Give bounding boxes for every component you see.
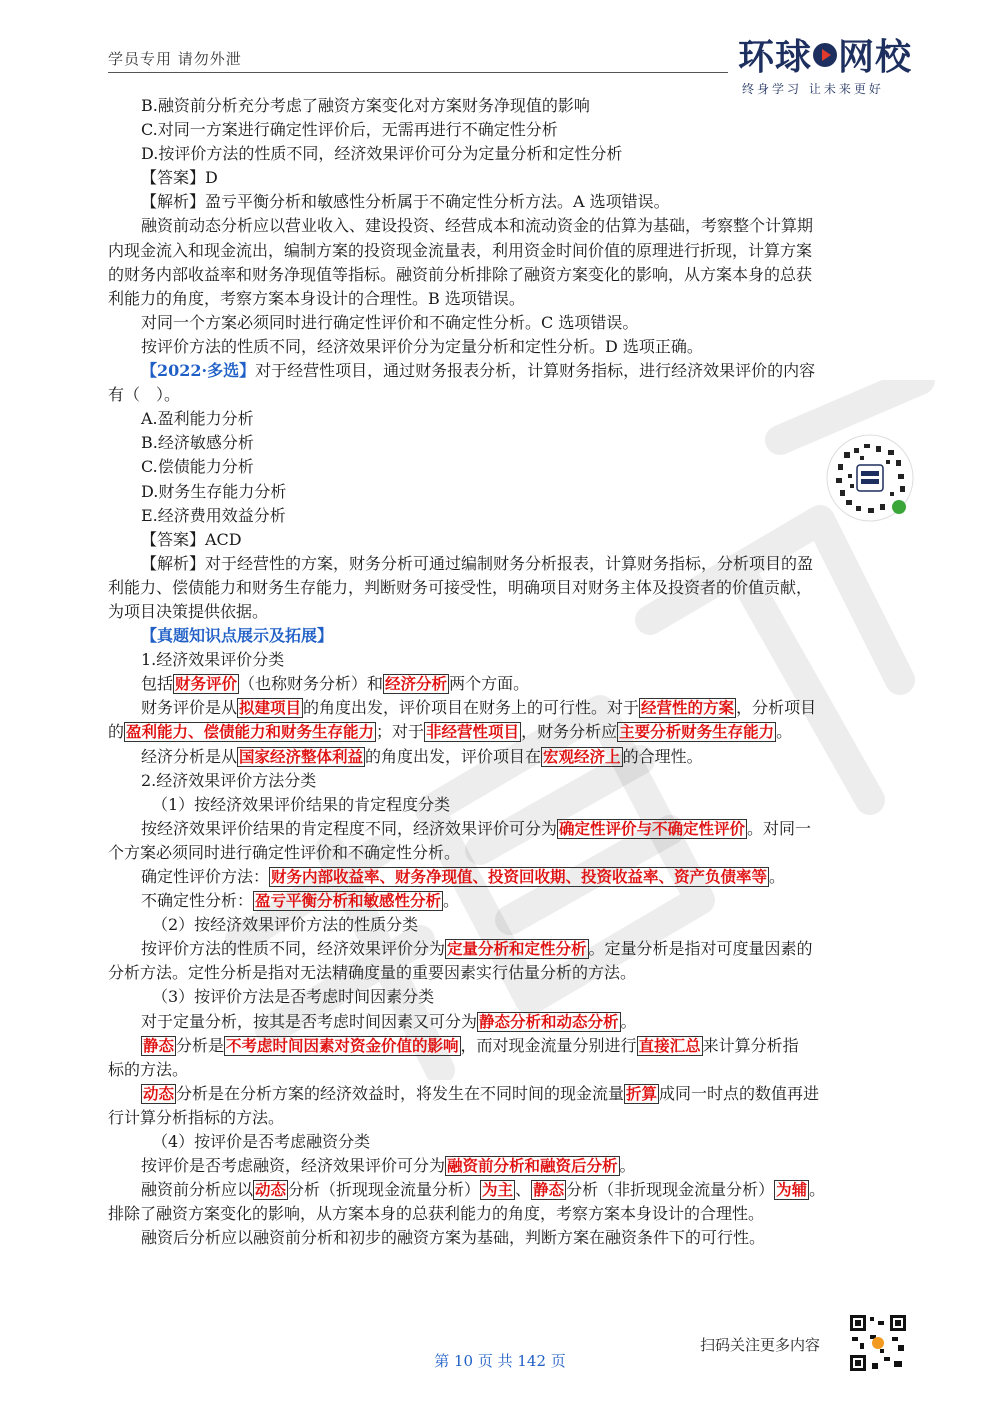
text-line bbox=[108, 1154, 914, 1178]
text-segment: 【解析】对于经营性的方案，财务分析可通过编制财务分析报表，计算财务指标，分析项目的盈 bbox=[141, 553, 814, 573]
text-segment: 经济分析是从 bbox=[141, 746, 238, 766]
text-segment: 。 bbox=[776, 722, 793, 742]
text-line bbox=[108, 648, 914, 672]
highlighted-keyword: 经营性的方案 bbox=[641, 699, 735, 718]
text-segment: A.盈利能力分析 bbox=[141, 409, 254, 429]
highlighted-keyword: 静态 bbox=[533, 1181, 565, 1200]
text-segment: 个方案必须同时进行确定性评价和不确定性分析。 bbox=[108, 842, 461, 862]
text-segment: 的角度出发，评价项目在 bbox=[365, 746, 542, 766]
text-segment: 1.经济效果评价分类 bbox=[141, 650, 285, 670]
text-segment: 对于定量分析，按其是否考虑时间因素又可分为 bbox=[141, 1011, 478, 1031]
text-segment: 按评价方法的性质不同，经济效果评价分为 bbox=[141, 939, 446, 959]
text-line bbox=[108, 455, 914, 479]
text-segment: 2.经济效果评价方法分类 bbox=[141, 770, 317, 790]
text-segment: 行计算分析指标的方法。 bbox=[108, 1107, 285, 1127]
text-segment: 的合理性。 bbox=[622, 746, 703, 766]
text-line bbox=[108, 1034, 914, 1058]
text-segment: （3）按评价方法是否考虑时间因素分类 bbox=[152, 987, 435, 1007]
highlighted-keyword: 定量分析和定性分析 bbox=[447, 940, 587, 959]
text-segment: （也称财务分析）和 bbox=[239, 674, 384, 694]
text-line bbox=[108, 841, 914, 865]
logo-slogan: 终身学习 让未来更好 bbox=[742, 82, 884, 96]
text-line bbox=[108, 335, 914, 359]
logo-text-part2: 网校 bbox=[838, 37, 913, 78]
highlighted-keyword: 折算 bbox=[626, 1084, 658, 1103]
text-line bbox=[108, 696, 914, 720]
text-segment: B.经济敏感分析 bbox=[141, 433, 254, 453]
text-segment: 分析（非折现现金流量分析） bbox=[566, 1180, 775, 1200]
text-line bbox=[108, 552, 914, 576]
text-segment: 排除了融资方案变化的影响，从方案本身的总获利能力的角度，考察方案本身设计的合理性。 bbox=[108, 1204, 765, 1224]
text-line bbox=[108, 937, 914, 961]
text-segment: （2）按经济效果评价方法的性质分类 bbox=[152, 915, 419, 935]
text-line bbox=[108, 118, 914, 142]
text-segment: 有（ ）。 bbox=[108, 385, 181, 405]
text-line bbox=[108, 1178, 914, 1202]
highlighted-keyword: 主要分析财务生存能力 bbox=[619, 723, 775, 742]
text-segment: 。定量分析是指对可度量因素的 bbox=[588, 939, 813, 959]
highlighted-keyword: 动态 bbox=[255, 1181, 287, 1200]
text-segment: 为项目决策提供依据。 bbox=[108, 601, 269, 621]
highlighted-keyword: 动态 bbox=[143, 1084, 175, 1103]
play-icon bbox=[813, 43, 837, 67]
text-segment: ；对于 bbox=[376, 722, 425, 742]
text-segment: 分析（折现现金流量分析） bbox=[288, 1180, 481, 1200]
text-segment: B.融资前分析充分考虑了融资方案变化对方案财务净现值的影响 bbox=[141, 96, 590, 115]
text-segment: 财务评价是从 bbox=[141, 698, 238, 718]
miniprogram-qr-code bbox=[826, 434, 914, 522]
text-segment: 按评价方法的性质不同，经济效果评价分为定量分析和定性分析。D 选项正确。 bbox=[141, 336, 703, 356]
text-segment: 按经济效果评价结果的肯定程度不同，经济效果评价可分为 bbox=[141, 818, 558, 838]
text-segment: 融资后分析应以融资前分析和初步的融资方案为基础，判断方案在融资条件下的可行性。 bbox=[141, 1228, 766, 1248]
highlighted-keyword: 盈利能力、偿债能力和财务生存能力 bbox=[126, 723, 375, 742]
text-line bbox=[108, 889, 914, 913]
text-segment: 。 bbox=[769, 867, 786, 886]
text-line bbox=[108, 190, 914, 214]
text-segment: 包括 bbox=[141, 674, 174, 694]
header-confidential-note: 学员专用 请勿外泄 bbox=[108, 50, 242, 68]
text-segment: 【答案】ACD bbox=[141, 529, 242, 549]
brand-logo bbox=[738, 38, 918, 98]
text-line bbox=[108, 407, 914, 431]
text-line bbox=[108, 769, 914, 793]
highlighted-keyword: 融资前分析和融资后分析 bbox=[447, 1157, 618, 1176]
text-line bbox=[108, 1058, 914, 1082]
text-segment: 来计算分析指 bbox=[702, 1035, 799, 1055]
text-line bbox=[108, 94, 914, 118]
text-line bbox=[108, 624, 914, 648]
text-line bbox=[108, 961, 914, 985]
text-line bbox=[108, 720, 914, 744]
text-line bbox=[108, 1010, 914, 1034]
text-segment: 。 bbox=[443, 891, 460, 911]
highlighted-keyword: 宏观经济上 bbox=[543, 747, 621, 766]
text-segment: ，分析项目 bbox=[736, 698, 817, 718]
text-line bbox=[108, 817, 914, 841]
text-segment: 成同一时点的数值再进 bbox=[659, 1083, 820, 1103]
logo-text-part1: 环球 bbox=[738, 37, 813, 78]
highlighted-keyword: 不考虑时间因素对资金价值的影响 bbox=[226, 1036, 459, 1055]
text-segment: 对同一个方案必须同时进行确定性评价和不确定性分析。C 选项错误。 bbox=[141, 312, 639, 332]
text-segment: 融资前分析应以 bbox=[141, 1180, 254, 1200]
text-segment: C.偿债能力分析 bbox=[141, 457, 254, 477]
text-segment: 。 bbox=[620, 1011, 637, 1031]
text-segment: 利能力、偿债能力和财务生存能力，判断财务可接受性，明确项目对财务主体及投资者的价值贡献， bbox=[108, 577, 813, 597]
scan-qr-note: 扫码关注更多内容 bbox=[700, 1336, 821, 1354]
highlighted-keyword: 静态分析和动态分析 bbox=[479, 1012, 619, 1031]
document-body bbox=[108, 94, 914, 1251]
text-line bbox=[108, 793, 914, 817]
text-line bbox=[108, 1202, 914, 1226]
text-line bbox=[108, 1130, 914, 1154]
text-segment: ，而对现金流量分别进行 bbox=[460, 1035, 637, 1055]
text-line bbox=[108, 745, 914, 769]
text-segment: 按评价是否考虑融资，经济效果评价可分为 bbox=[141, 1156, 446, 1176]
highlighted-keyword: 静态 bbox=[143, 1036, 175, 1055]
text-line bbox=[108, 600, 914, 624]
text-segment: 标的方法。 bbox=[108, 1059, 189, 1079]
text-line bbox=[108, 865, 914, 889]
text-segment: 利能力的角度，考察方案本身设计的合理性。B 选项错误。 bbox=[108, 288, 525, 308]
highlighted-keyword: 拟建项目 bbox=[239, 699, 302, 718]
text-segment: （4）按评价是否考虑融资分类 bbox=[152, 1132, 371, 1152]
highlighted-keyword: 经济分析 bbox=[385, 675, 448, 694]
section-heading: 【真题知识点展示及拓展】 bbox=[141, 626, 334, 646]
text-segment: C.对同一方案进行确定性评价后，无需再进行不确定性分析 bbox=[141, 120, 558, 140]
text-line bbox=[108, 214, 914, 238]
text-segment: 分析是在分析方案的经济效益时，将发生在不同时间的现金流量 bbox=[176, 1083, 625, 1103]
text-line bbox=[108, 263, 914, 287]
page-number: 第 10 页 共 142 页 bbox=[434, 1352, 566, 1370]
highlighted-keyword: 为辅 bbox=[776, 1181, 808, 1200]
highlighted-keyword: 财务内部收益率、财务净现值、投资回收期、投资收益率、资产负债率等 bbox=[271, 868, 768, 886]
text-segment: 对于经营性项目，通过财务报表分析，计算财务指标，进行经济效果评价的内容 bbox=[255, 361, 816, 381]
highlighted-keyword: 直接汇总 bbox=[638, 1036, 701, 1055]
highlighted-keyword: 非经营性项目 bbox=[426, 723, 520, 742]
text-segment: 、 bbox=[515, 1180, 532, 1200]
text-line bbox=[108, 913, 914, 937]
text-segment: 的 bbox=[108, 722, 125, 742]
text-segment: 【解析】盈亏平衡分析和敏感性分析属于不确定性分析方法。A 选项错误。 bbox=[141, 192, 670, 212]
highlighted-keyword: 为主 bbox=[482, 1181, 514, 1200]
text-line bbox=[108, 359, 914, 383]
text-segment: 【答案】D bbox=[141, 168, 218, 188]
text-segment: D.财务生存能力分析 bbox=[141, 481, 287, 501]
text-segment: 不确定性分析： bbox=[141, 891, 254, 911]
text-segment: E.经济费用效益分析 bbox=[141, 505, 286, 525]
text-segment: 两个方面。 bbox=[449, 674, 530, 694]
section-heading: 【2022·多选】 bbox=[141, 361, 256, 381]
highlighted-keyword: 盈亏平衡分析和敏感性分析 bbox=[255, 892, 442, 911]
text-segment: 融资前动态分析应以营业收入、建设投资、经营成本和流动资金的估算为基础，考察整个计算期 bbox=[141, 216, 814, 236]
text-line bbox=[108, 383, 914, 407]
text-line bbox=[108, 528, 914, 552]
text-segment: （1）按经济效果评价结果的肯定程度分类 bbox=[152, 794, 451, 814]
text-segment: 的角度出发，评价项目在财务上的可行性。对于 bbox=[303, 698, 640, 718]
text-segment: 。 bbox=[809, 1180, 826, 1200]
text-segment: 的财务内部收益率和财务净现值等指标。融资前分析排除了融资方案变化的影响，从方案本身的总获 bbox=[108, 264, 813, 284]
text-line bbox=[108, 1226, 914, 1250]
text-segment: 。对同一 bbox=[747, 818, 812, 838]
text-segment: 内现金流入和现金流出，编制方案的投资现金流量表，利用资金时间价值的原理进行折现，计算方案 bbox=[108, 240, 813, 260]
text-segment: D.按评价方法的性质不同，经济效果评价可分为定量分析和定性分析 bbox=[141, 144, 623, 164]
text-segment: 。 bbox=[619, 1156, 636, 1176]
text-line bbox=[108, 431, 914, 455]
text-segment: 分析方法。定性分析是指对无法精确度量的重要因素实行估量分析的方法。 bbox=[108, 963, 637, 983]
text-line bbox=[108, 287, 914, 311]
highlighted-keyword: 确定性评价与不确定性评价 bbox=[559, 819, 746, 838]
text-line bbox=[108, 1106, 914, 1130]
text-line bbox=[108, 985, 914, 1009]
highlighted-keyword: 财务评价 bbox=[175, 675, 238, 694]
text-line bbox=[108, 672, 914, 696]
text-line bbox=[108, 576, 914, 600]
text-line bbox=[108, 166, 914, 190]
text-line bbox=[108, 480, 914, 504]
text-line bbox=[108, 142, 914, 166]
text-line bbox=[108, 311, 914, 335]
text-line bbox=[108, 1082, 914, 1106]
text-segment: 确定性评价方法： bbox=[141, 867, 270, 886]
text-segment: 分析是 bbox=[176, 1035, 225, 1055]
highlighted-keyword: 国家经济整体利益 bbox=[239, 747, 364, 766]
header-divider bbox=[108, 72, 728, 73]
text-segment: ，财务分析应 bbox=[521, 722, 618, 742]
text-line bbox=[108, 239, 914, 263]
text-line bbox=[108, 504, 914, 528]
